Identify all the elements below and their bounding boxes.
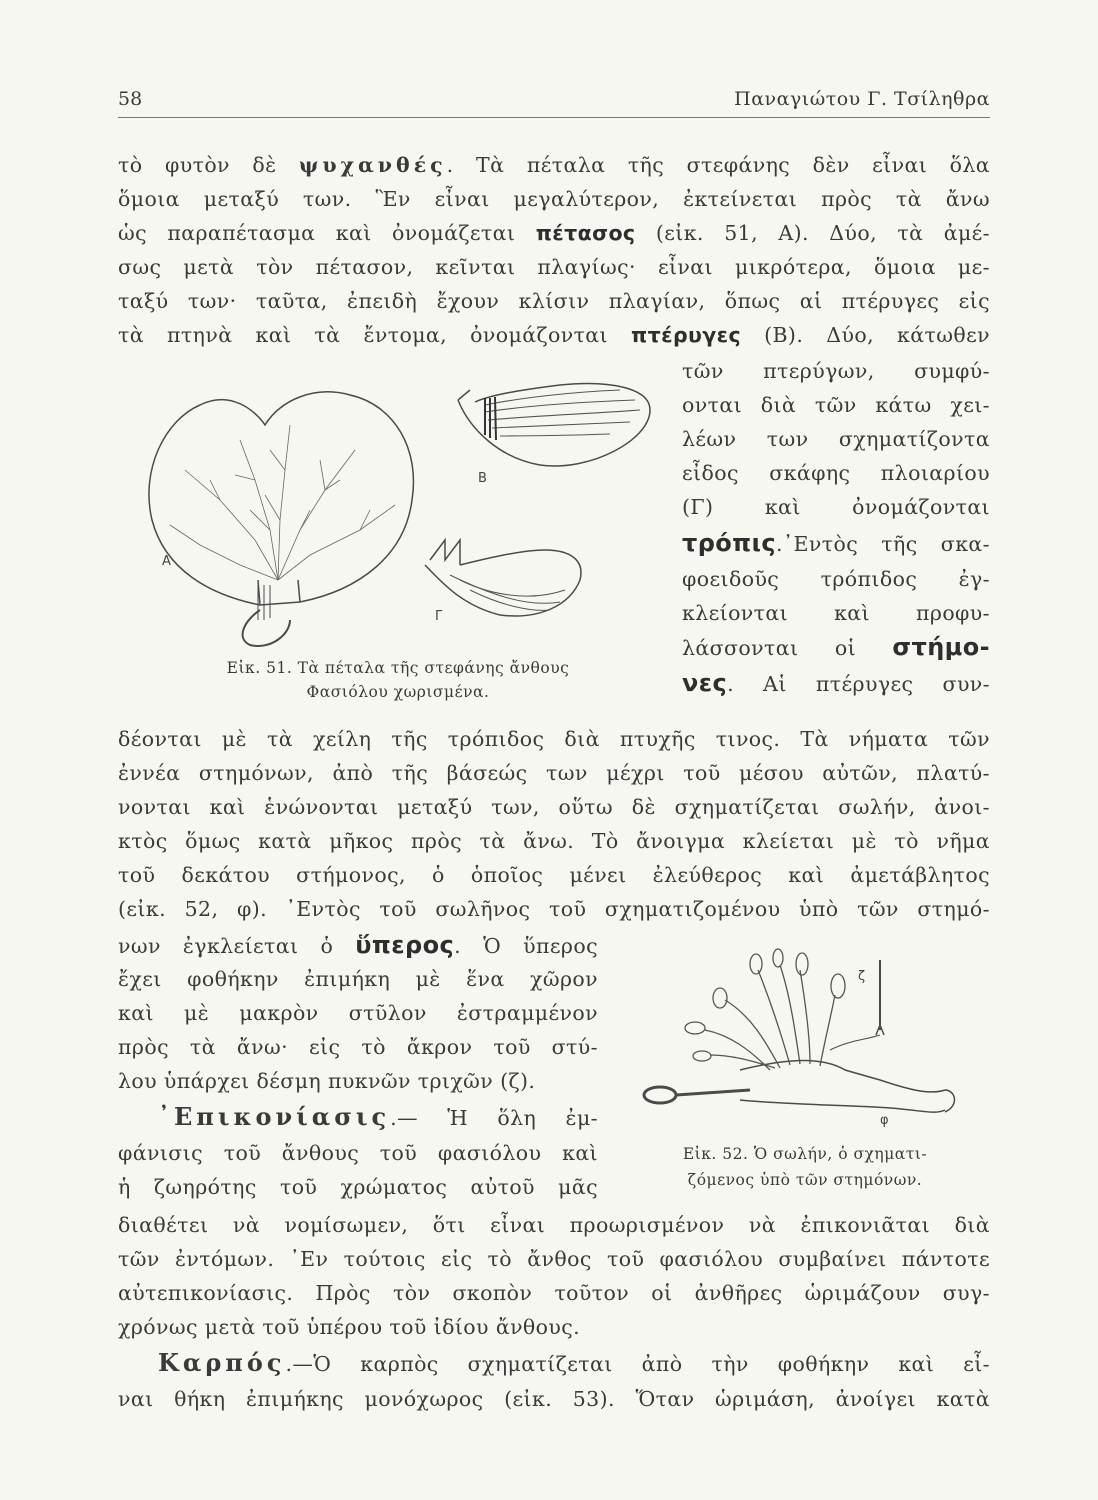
text-line: ονται διὰ τῶν κάτω χει-	[682, 393, 990, 417]
petal-c-drawing	[425, 540, 581, 616]
page-header	[118, 88, 990, 114]
text-line: φάνισις τοῦ ἄνθους τοῦ φασιόλου καὶ	[118, 1141, 598, 1165]
label-a: Α	[162, 554, 171, 569]
text-line: ἔχει φοθήκην ἐπιμήκη μὲ ἕνα χῶρον	[118, 967, 598, 991]
heading-epikoniasis: ᾿Επικονίασις	[158, 1102, 391, 1131]
figure-52-caption-line2: ζόμενος ὑπὸ τῶν στημόνων.	[687, 1171, 923, 1189]
text-line: (εἰκ. 52, φ). ᾿Εντὸς τοῦ σωλῆνος τοῦ σχηματιζομένου ὑπὸ τῶν στημό-	[118, 897, 990, 921]
text-line: ναι θήκη ἐπιμήκης μονόχωρος (εἰκ. 53). Ὅταν ὡριμάση, ἀνοίγει κατὰ	[118, 1387, 990, 1411]
term-pteryges: πτέρυγες	[631, 323, 742, 347]
stamen-tube-drawing	[644, 949, 954, 1112]
petal-b-drawing	[458, 384, 650, 466]
term-stimones: στήμο-	[892, 633, 990, 661]
label-phi: φ	[880, 1113, 889, 1128]
text-line: κτὸς ὅμως κατὰ μῆκος πρὸς τὰ ἄνω. Τὸ ἄνοιγμα κλείεται μὲ τὸ νῆμα	[118, 829, 990, 853]
text-line: τὰ πτηνὰ καὶ τὰ ἔντομα, ὀνομάζονται πτέρυγες (Β). Δύο, κάτωθεν	[118, 323, 991, 347]
text-line: κλείονται καὶ προφυ-	[682, 601, 990, 625]
figure-51-caption-line2: Φασιόλου χωρισμένα.	[306, 683, 490, 701]
emphasis-term: ψυχανθές	[299, 153, 447, 177]
term-yperos: ὕπερος	[355, 931, 455, 959]
heading-karpos: Καρπός	[158, 1348, 286, 1377]
text-line: νων ἐγκλείεται ὁ ὕπερος. Ὁ ὕπερος	[118, 931, 598, 959]
text-line: Καρπός.—Ὁ καρπὸς σχηματίζεται ἀπὸ τὴν φοθήκην καὶ εἶ-	[158, 1348, 990, 1377]
text-line: τοῦ δεκάτου στήμονος, ὁ ὁποῖος μένει ἐλεύθερος καὶ ἀμετάβλητος	[118, 863, 990, 887]
text-line: ὡς παραπέτασμα καὶ ὀνομάζεται πέτασος (εἰκ. 51, Α). Δύο, τὰ ἀμέ-	[118, 221, 991, 245]
text-line: φοειδοῦς τρόπιδος ἐγ-	[682, 567, 990, 591]
text-line: σως μετὰ τὸν πέτασον, κεῖνται πλαγίως· εἶναι μικρότερα, ὅμοια με-	[118, 255, 990, 279]
text-line: αὐτεπικονίασις. Πρὸς τὸν σκοπὸν τοῦτον οἱ ἀνθῆρες ὡριμάζουν συγ-	[118, 1281, 990, 1305]
text-line: ὅμοια μεταξύ των. Ἓν εἶναι μεγαλύτερον, ἐκτείνεται πρὸς τὰ ἄνω	[118, 187, 990, 211]
text-line: (Γ) καὶ ὀνομάζονται	[682, 495, 990, 519]
text-line: ἐννέα στημόνων, ἀπὸ τῆς βάσεώς των μέχρι τοῦ μέσου αὐτῶν, πλατύ-	[118, 761, 990, 785]
figure-52-caption-line1: Εἰκ. 52. Ὁ σωλήν, ὁ σχηματι-	[682, 1145, 928, 1163]
term-petasos: πέτασος	[535, 221, 636, 245]
text-line: νες. Αἱ πτέρυγες συν-	[682, 669, 990, 697]
text-line: λου ὑπάρχει δέσμη πυκνῶν τριχῶν (ζ).	[118, 1069, 536, 1093]
header-rule	[118, 117, 990, 118]
text-line: τῶν πτερύγων, συμφύ-	[682, 359, 990, 383]
text-line: τρόπις.᾿Εντὸς τῆς σκα-	[682, 529, 990, 557]
text-line: ταξύ των· ταῦτα, ἐπειδὴ ἔχουν κλίσιν πλαγίαν, ὅπως αἱ πτέρυγες εἰς	[118, 289, 990, 313]
text-line: λάσσονται οἱ στήμο-	[682, 633, 990, 661]
page-number: 58	[118, 88, 143, 110]
running-title: Παναγιώτου Γ. Τσίληθρα	[734, 88, 990, 110]
text-line: λέων των σχηματίζοντα	[682, 427, 990, 451]
text-line: εἶδος σκάφης πλοιαρίου	[682, 461, 990, 485]
label-b: Β	[478, 471, 487, 486]
text-line: ἡ ζωηρότης τοῦ χρώματος αὐτοῦ μᾶς	[118, 1175, 598, 1199]
text-line: χρόνως μετὰ τοῦ ὑπέρου τοῦ ἰδίου ἄνθους.	[118, 1315, 581, 1339]
figure-52-stamen-tube	[630, 940, 990, 1130]
text-line: καὶ μὲ μακρὸν στῦλον ἐστραμμένον	[118, 1001, 598, 1025]
text-line: πρὸς τὰ ἄνω· εἰς τὸ ἄκρον τοῦ στύ-	[118, 1035, 598, 1059]
figure-51-caption-line1: Εἰκ. 51. Τὰ πέταλα τῆς στεφάνης ἄνθους	[226, 659, 570, 677]
text-line: δέονται μὲ τὰ χείλη τῆς τρόπιδος διὰ πτυχῆς τινος. Τὰ νήματα τῶν	[118, 727, 990, 751]
text-line: διαθέτει νὰ νομίσωμεν, ὅτι εἶναι προωρισμένον νὰ ἐπικονιᾶται διὰ	[118, 1213, 990, 1237]
text-line: ᾿Επικονίασις.— Ἡ ὅλη ἐμ-	[158, 1102, 598, 1131]
label-c: Γ	[435, 609, 443, 624]
term-tropis: τρόπις	[682, 529, 776, 557]
text-line: νονται καὶ ἑνώνονται μεταξύ των, οὕτω δὲ σχηματίζεται σωλήν, ἀνοι-	[118, 795, 990, 819]
text-line: τῶν ἐντόμων. ᾿Εν τούτοις εἰς τὸ ἄνθος τοῦ φασιόλου συμβαίνει πάντοτε	[118, 1247, 990, 1271]
text-line: τὸ φυτὸν δὲ ψυχανθές. Τὰ πέταλα τῆς στεφάνης δὲν εἶναι ὅλα	[118, 153, 990, 177]
petal-a-drawing	[149, 392, 414, 646]
label-zeta: ζ	[858, 969, 866, 984]
figure-51-petals	[140, 380, 660, 650]
